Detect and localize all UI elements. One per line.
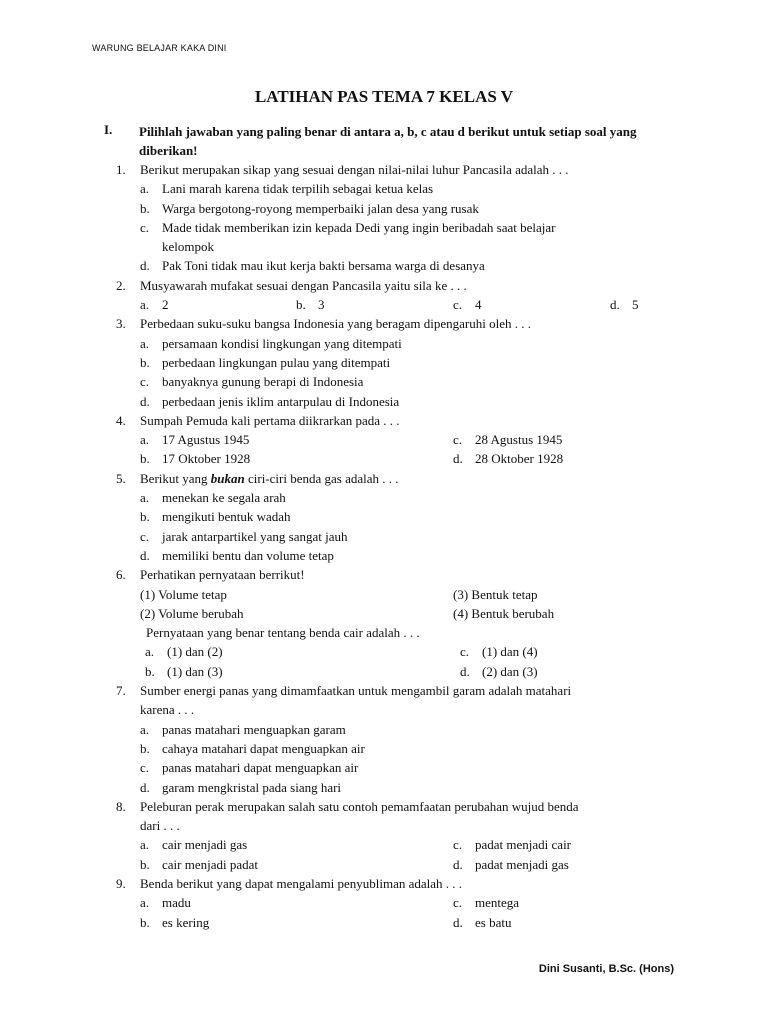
section-number: I. <box>104 122 113 137</box>
option-text: 28 Agustus 1945 <box>475 432 563 448</box>
option-text: madu <box>162 895 191 911</box>
question-text: dari . . . <box>140 818 180 834</box>
option-letter: d. <box>140 258 150 274</box>
question-text: Peleburan perak merupakan salah satu contoh pemamfaatan perubahan wujud benda <box>140 798 579 814</box>
option-letter: c. <box>453 837 463 853</box>
option-d <box>116 778 676 797</box>
option-text: mentega <box>475 895 520 911</box>
option-text: (2) dan (3) <box>482 663 538 679</box>
option-text: cahaya matahari dapat menguapkan air <box>162 740 365 756</box>
option-text: panas matahari menguapkan garam <box>162 721 346 737</box>
option-letter: d. <box>453 451 463 467</box>
question-text: Berikut yang bukan ciri-ciri benda gas adalah . . . <box>140 470 399 486</box>
option-text: cair menjadi gas <box>162 837 248 853</box>
option-c <box>116 372 676 391</box>
option-text: (1) dan (2) <box>167 644 223 660</box>
option-letter: b. <box>140 740 150 756</box>
options-row <box>116 642 676 661</box>
statement: (3) Bentuk tetap <box>453 586 538 602</box>
question-text: Berikut merupakan sikap yang sesuai dengan nilai-nilai luhur Pancasila adalah . . . <box>140 162 569 177</box>
question-list <box>116 160 676 932</box>
option-letter: d. <box>610 297 620 313</box>
option-text: jarak antarpartikel yang sangat jauh <box>162 528 348 544</box>
options-row <box>116 430 676 449</box>
question-9 <box>116 874 676 893</box>
option-c-continued <box>116 237 676 256</box>
options-row <box>116 835 676 854</box>
question-number: 4. <box>116 412 126 428</box>
option-letter: d. <box>140 779 150 795</box>
option-letter: d. <box>140 547 150 563</box>
option-letter: c. <box>460 644 470 660</box>
question-text: karena . . . <box>140 702 195 718</box>
option-c <box>116 218 676 237</box>
option-text: es kering <box>162 914 210 930</box>
options-row <box>116 449 676 468</box>
option-letter: b. <box>296 297 306 313</box>
option-b <box>116 199 676 218</box>
option-a <box>116 488 676 507</box>
option-text: persamaan kondisi lingkungan yang ditempati <box>162 335 402 351</box>
options-row <box>116 913 676 932</box>
option-d <box>116 546 676 565</box>
sub-question-text: Pernyataan yang benar tentang benda cair adalah . . . <box>146 625 420 641</box>
question-3 <box>116 314 676 333</box>
option-text: padat menjadi gas <box>475 856 569 872</box>
emphasis-word: bukan <box>210 470 245 486</box>
option-text: memiliki bentu dan volume tetap <box>162 547 334 563</box>
question-7 <box>116 681 676 700</box>
option-letter: b. <box>140 509 150 525</box>
question-text: Perhatikan pernyataan berrikut! <box>140 567 305 583</box>
page-title: LATIHAN PAS TEMA 7 KELAS V <box>254 87 514 106</box>
option-letter: a. <box>140 181 150 197</box>
option-d <box>116 392 676 411</box>
question-number: 8. <box>116 798 126 814</box>
option-letter: c. <box>140 219 150 235</box>
statement: (1) Volume tetap <box>140 586 227 602</box>
document-header: WARUNG BELAJAR KAKA DINI <box>92 43 227 53</box>
option-text: (1) dan (4) <box>482 644 538 660</box>
option-text: es batu <box>475 914 512 930</box>
option-letter: b. <box>140 354 150 370</box>
question-8 <box>116 797 676 816</box>
option-letter: a. <box>140 895 150 911</box>
option-text: banyaknya gunung berapi di Indonesia <box>162 374 364 390</box>
option-letter: b. <box>145 663 155 679</box>
option-text: Made tidak memberikan izin kepada Dedi yang ingin beribadah saat belajar <box>162 219 556 235</box>
option-text: perbedaan lingkungan pulau yang ditempati <box>162 354 391 370</box>
question-number: 5. <box>116 470 126 486</box>
question-5 <box>116 469 676 488</box>
option-b <box>116 739 676 758</box>
option-text: 28 Oktober 1928 <box>475 451 564 467</box>
statements-row <box>116 604 676 623</box>
option-c <box>116 758 676 777</box>
option-a <box>116 179 676 198</box>
option-letter: a. <box>145 644 155 660</box>
option-letter: b. <box>140 200 150 216</box>
option-letter: b. <box>140 914 150 930</box>
option-a <box>116 334 676 353</box>
options-row <box>116 855 676 874</box>
option-b <box>116 353 676 372</box>
option-text: perbedaan jenis iklim antarpulau di Indonesia <box>162 393 400 409</box>
question-number: 3. <box>116 316 126 332</box>
option-letter: c. <box>453 895 463 911</box>
option-text: (1) dan (3) <box>167 663 223 679</box>
option-letter: a. <box>140 721 150 737</box>
option-letter: d. <box>453 856 463 872</box>
option-letter: c. <box>453 432 463 448</box>
question-number: 6. <box>116 567 126 583</box>
sub-question <box>116 623 676 642</box>
option-letter: b. <box>140 451 150 467</box>
question-6 <box>116 565 676 584</box>
option-text: Lani marah karena tidak terpilih sebagai ketua kelas <box>162 181 434 197</box>
option-text: panas matahari dapat menguapkan air <box>162 760 359 776</box>
option-c <box>116 527 676 546</box>
option-letter: a. <box>140 297 150 313</box>
option-letter: d. <box>140 393 150 409</box>
question-text: Benda berikut yang dapat mengalami penyubliman adalah . . . <box>140 875 463 891</box>
options-row <box>116 295 676 314</box>
question-text: Perbedaan suku-suku bangsa Indonesia yang beragam dipengaruhi oleh . . . <box>140 316 531 332</box>
option-text: garam mengkristal pada siang hari <box>162 779 342 795</box>
option-text: 17 Agustus 1945 <box>162 432 250 448</box>
statements-row <box>116 585 676 604</box>
question-2 <box>116 276 676 295</box>
option-letter: a. <box>140 432 150 448</box>
option-letter: b. <box>140 856 150 872</box>
option-letter: c. <box>140 760 150 776</box>
question-number: 2. <box>116 277 126 293</box>
option-letter: a. <box>140 335 150 351</box>
option-d <box>116 256 676 275</box>
question-number: 7. <box>116 683 126 699</box>
option-text: 3 <box>318 297 325 313</box>
question-text: Musyawarah mufakat sesuai dengan Pancasila yaitu sila ke . . . <box>140 277 467 293</box>
option-text: 17 Oktober 1928 <box>162 451 251 467</box>
question-text: Sumber energi panas yang dimamfaatkan untuk mengambil garam adalah matahari <box>140 683 572 699</box>
option-letter: d. <box>453 914 463 930</box>
question-8-continued <box>116 816 676 835</box>
option-letter: c. <box>140 528 150 544</box>
option-letter: c. <box>453 297 463 313</box>
option-letter: c. <box>140 374 150 390</box>
question-text: Sumpah Pemuda kali pertama diikrarkan pada . . . <box>140 412 400 428</box>
question-1 <box>116 160 676 179</box>
option-letter: d. <box>460 663 470 679</box>
question-7-continued <box>116 700 676 719</box>
question-number: 1. <box>116 162 126 177</box>
option-a <box>116 720 676 739</box>
statement: (4) Bentuk berubah <box>453 605 555 621</box>
option-letter: a. <box>140 490 150 506</box>
question-4 <box>116 411 676 430</box>
option-letter: a. <box>140 837 150 853</box>
question-number: 9. <box>116 875 126 891</box>
statement: (2) Volume berubah <box>140 605 244 621</box>
option-text: kelompok <box>162 239 214 255</box>
options-row <box>116 893 676 912</box>
option-text: 2 <box>162 297 169 313</box>
option-text: menekan ke segala arah <box>162 490 286 506</box>
section-instruction-text: Pilihlah jawaban yang paling benar di antara a, b, c atau d berikut untuk setiap soal yang diberikan! <box>139 124 637 158</box>
option-text: mengikuti bentuk wadah <box>162 509 291 525</box>
option-text: 4 <box>475 297 482 313</box>
option-text: 5 <box>632 297 639 313</box>
option-text: Warga bergotong-royong memperbaiki jalan desa yang rusak <box>162 200 479 216</box>
option-text: Pak Toni tidak mau ikut kerja bakti bersama warga di desanya <box>162 258 485 274</box>
option-text: padat menjadi cair <box>475 837 572 853</box>
options-row <box>116 662 676 681</box>
option-text: cair menjadi padat <box>162 856 259 872</box>
author-footer: Dini Susanti, B.Sc. (Hons) <box>538 963 674 975</box>
option-b <box>116 507 676 526</box>
